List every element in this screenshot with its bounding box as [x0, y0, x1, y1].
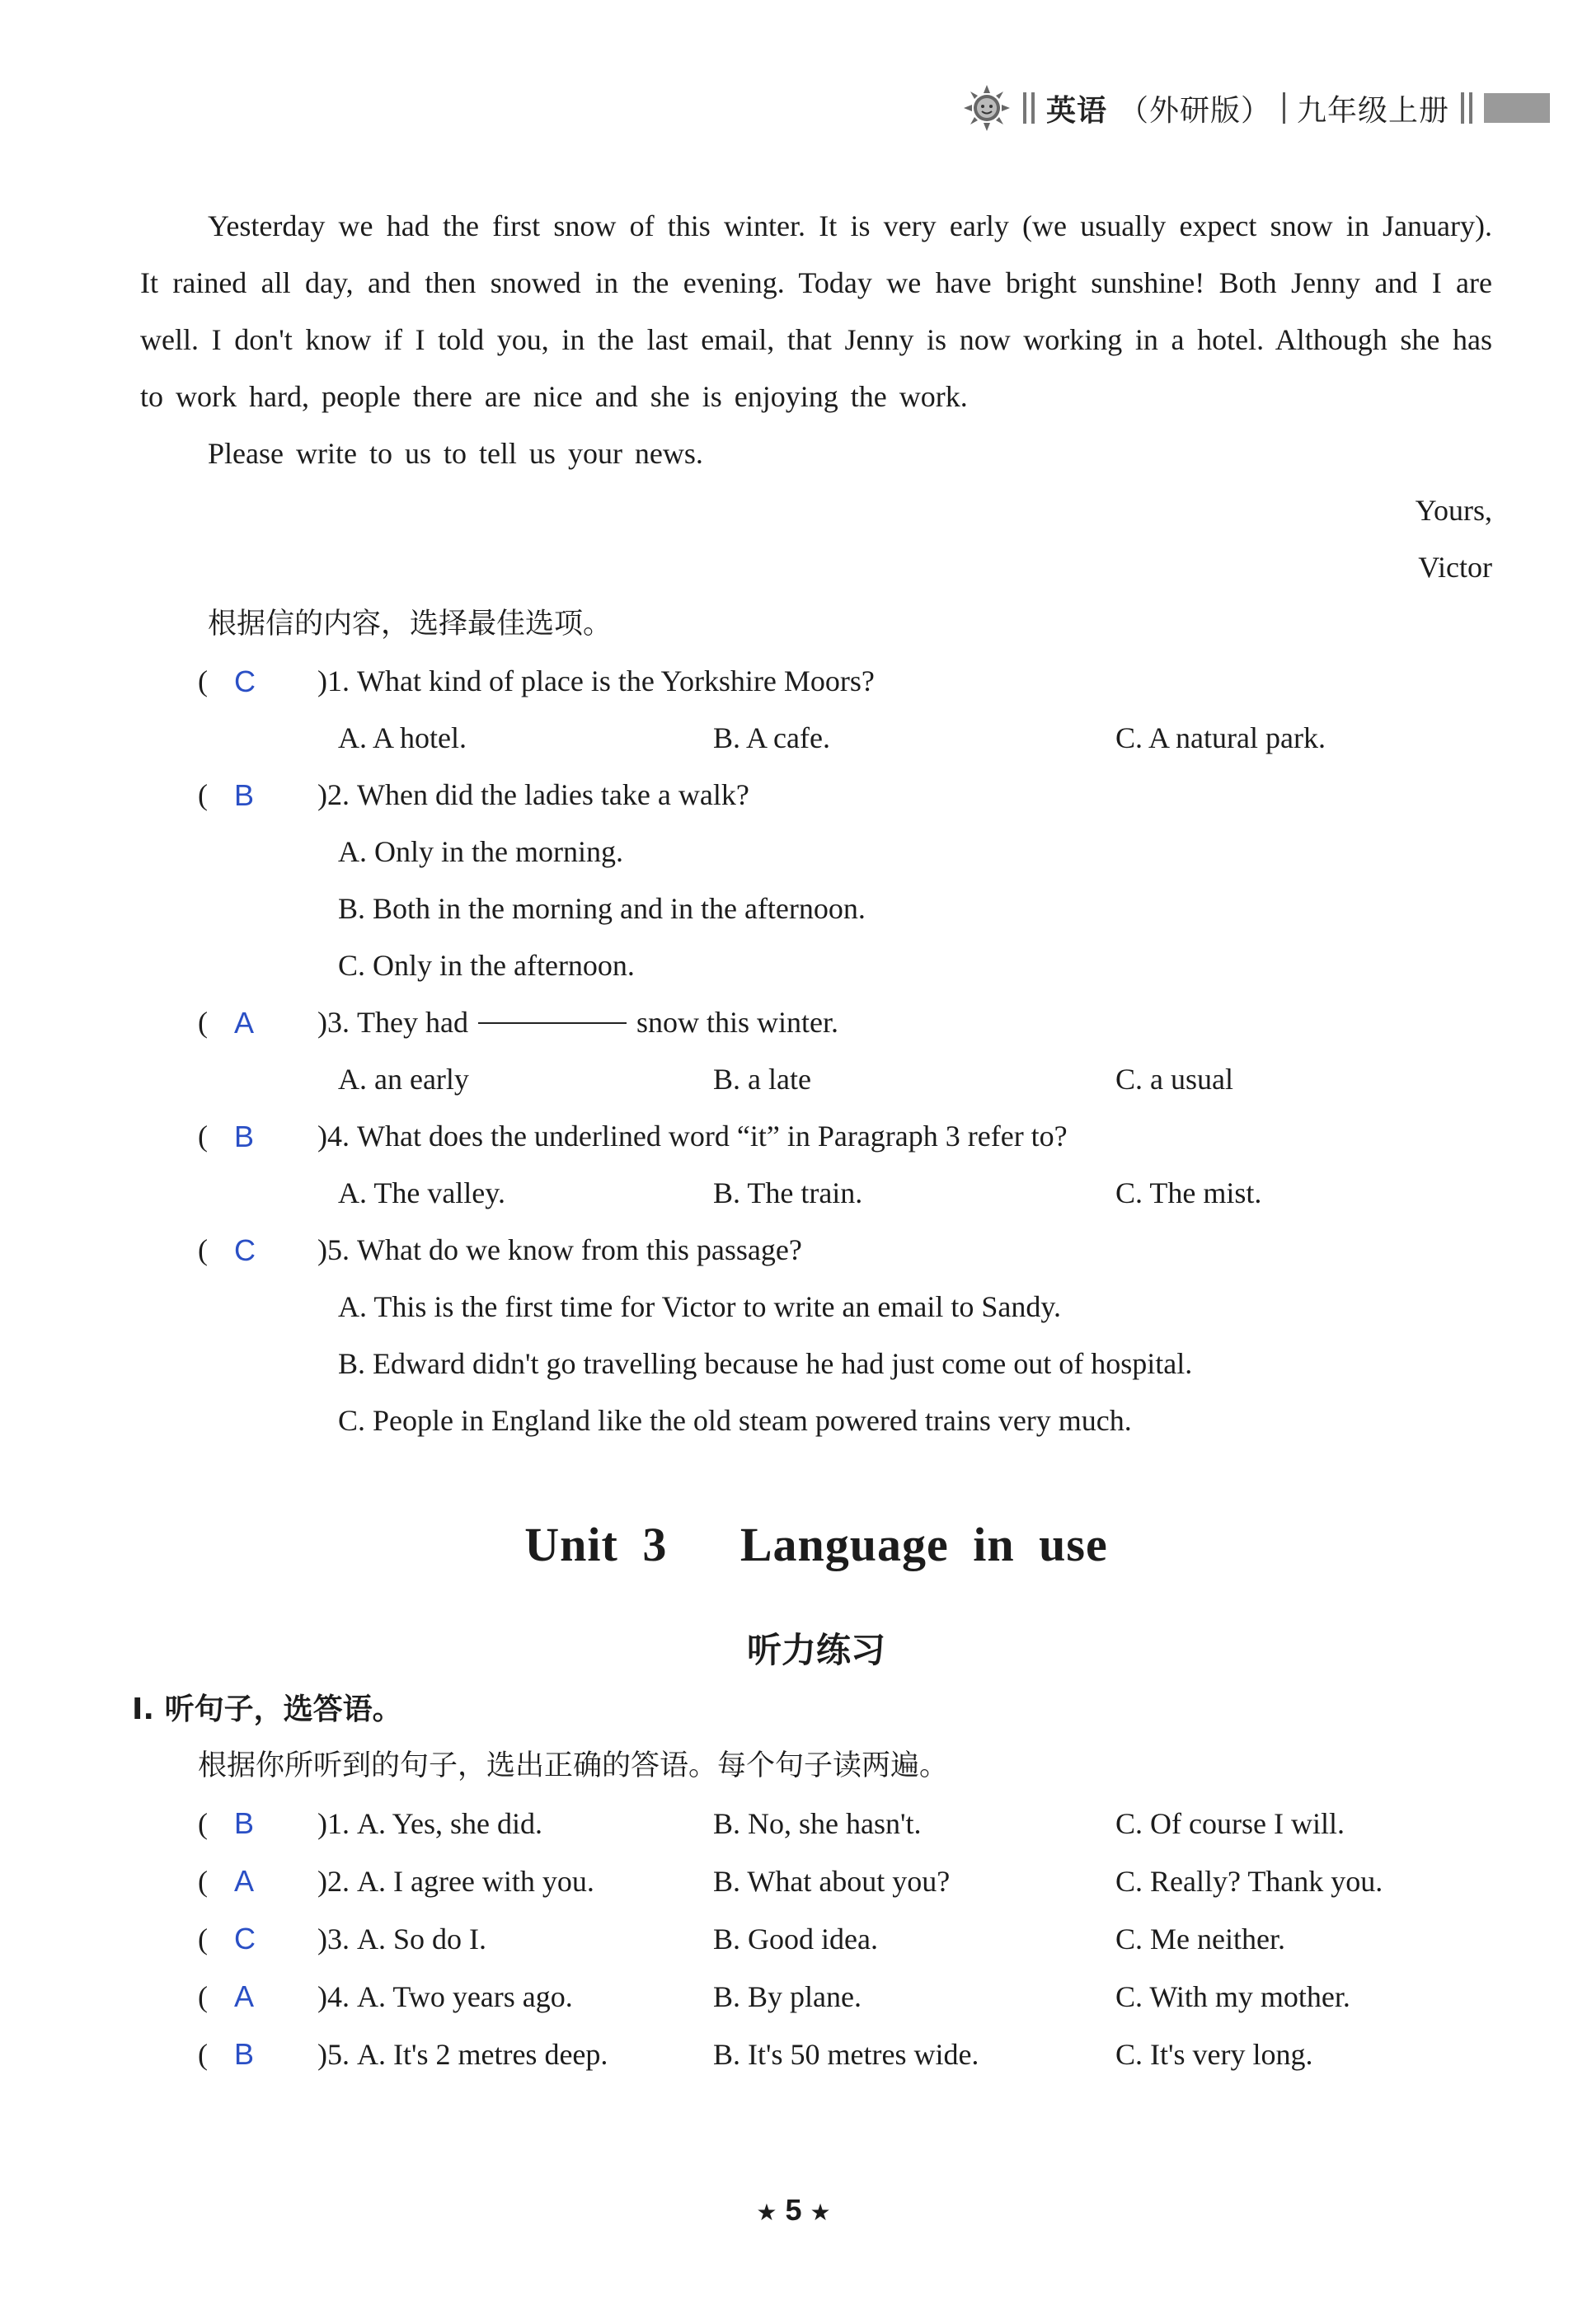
listening-row — [140, 1968, 1492, 2026]
options-row — [140, 710, 1492, 767]
option-c: C. The mist. — [1115, 1176, 1262, 1209]
option-c: C. A natural park. — [1115, 721, 1326, 754]
answer-mark: A — [234, 1006, 255, 1040]
option-c: C. a usual — [1115, 1063, 1233, 1096]
question-text: What do we know from this passage? — [357, 1233, 802, 1266]
answer-bracket: ( B — [198, 1108, 317, 1165]
answer-mark: B — [234, 1806, 255, 1840]
option-a: A. It's 2 metres deep. — [357, 2038, 608, 2071]
question-number: )2. — [317, 1865, 350, 1898]
listening-row — [140, 1910, 1492, 1968]
option-c: C. Of course I will. — [1115, 1807, 1345, 1840]
part-title: Ⅰ. 听句子，选答语。 — [132, 1693, 402, 1726]
header-decoration — [1484, 93, 1550, 123]
option-b: B. No, she hasn't. — [713, 1807, 922, 1840]
reading-instruction: 根据信的内容，选择最佳选项。 — [208, 608, 613, 641]
question-row — [140, 653, 1492, 710]
question-row — [140, 767, 1492, 824]
listening-row — [140, 1795, 1492, 1852]
book-subject: 英语 — [1045, 93, 1107, 128]
question-number: )4. — [317, 1980, 350, 2013]
question-number: )3. — [317, 1006, 350, 1039]
question-number: )5. — [317, 1233, 350, 1266]
answer-mark: B — [234, 2037, 255, 2071]
star-icon: ★ — [810, 2199, 831, 2225]
listening-row — [140, 1852, 1492, 1910]
question-row — [140, 1222, 1492, 1279]
option-a: A. I agree with you. — [357, 1865, 594, 1898]
option-b: B. What about you? — [713, 1865, 951, 1898]
answer-blank — [478, 994, 627, 1024]
answer-bracket: ( C — [198, 653, 317, 710]
question-number: )1. — [317, 1807, 350, 1840]
answer-mark: B — [234, 1120, 255, 1153]
page-footer — [0, 2193, 1587, 2228]
option-b: B. The train. — [713, 1176, 863, 1209]
option-b: B. a late — [713, 1063, 811, 1096]
letter-closing-line: Please write to us to tell us your news. — [208, 437, 703, 470]
option-b: B. It's 50 metres wide. — [713, 2038, 979, 2071]
answer-bracket: ( A — [198, 1968, 317, 2026]
answer-mark: A — [234, 1864, 255, 1898]
option-a: A. Two years ago. — [357, 1980, 573, 2013]
answer-bracket: ( A — [198, 994, 317, 1051]
options-row — [140, 1051, 1492, 1108]
page-number: 5 — [785, 2193, 802, 2227]
answer-mark: A — [234, 1979, 255, 2013]
question-number: )5. — [317, 2038, 350, 2071]
answer-mark: C — [234, 664, 256, 698]
question-text: When did the ladies take a walk? — [357, 778, 749, 811]
option-b: B. By plane. — [713, 1980, 862, 2013]
unit-title: Unit 3 Language in use — [524, 1518, 1108, 1571]
header-divider — [1461, 92, 1472, 124]
header-separator — [1283, 92, 1285, 124]
option-a: A. This is the first time for Victor to write an email to Sandy. — [338, 1290, 1062, 1323]
answer-bracket: ( A — [198, 1852, 317, 1910]
option-a: A. So do I. — [357, 1923, 487, 1955]
option-c: C. Really? Thank you. — [1115, 1865, 1383, 1898]
section-title: 听力练习 — [746, 1630, 885, 1670]
star-icon: ★ — [756, 2199, 777, 2225]
question-number: )4. — [317, 1120, 350, 1153]
question-number: )1. — [317, 664, 350, 697]
option-a: A. Only in the morning. — [338, 835, 623, 868]
question-row — [140, 1108, 1492, 1165]
option-a: A. A hotel. — [338, 721, 467, 754]
page-header — [962, 79, 1550, 137]
question-text: They had — [357, 1006, 468, 1039]
option-b: B. Both in the morning and in the afternoon. — [338, 892, 866, 925]
letter-signature: Victor — [1418, 551, 1492, 584]
question-row — [140, 994, 1492, 1051]
answer-bracket: ( C — [198, 1222, 317, 1279]
question-text: snow this winter. — [636, 1006, 838, 1039]
option-a: A. Yes, she did. — [357, 1807, 543, 1840]
option-a: A. The valley. — [338, 1176, 505, 1209]
header-divider — [1023, 92, 1035, 124]
option-b: B. A cafe. — [713, 721, 830, 754]
page-content — [132, 198, 1492, 2083]
option-b: B. Good idea. — [713, 1923, 878, 1955]
option-b: B. Edward didn't go travelling because he had just come out of hospital. — [338, 1347, 1193, 1380]
option-c: C. Only in the afternoon. — [338, 949, 635, 982]
options-row — [140, 1165, 1492, 1222]
letter-signoff: Yours, — [1415, 494, 1492, 527]
option-c: C. It's very long. — [1115, 2038, 1313, 2071]
book-edition: （外研版） — [1118, 93, 1271, 128]
option-c: C. People in England like the old steam powered trains very much. — [338, 1404, 1132, 1437]
option-a: A. an early — [338, 1063, 469, 1096]
answer-bracket: ( C — [198, 1910, 317, 1968]
listening-row — [140, 2026, 1492, 2083]
answer-mark: C — [234, 1922, 256, 1955]
listening-instruction: 根据你所听到的句子，选出正确的答语。每个句子读两遍。 — [198, 1749, 949, 1782]
answer-mark: C — [234, 1233, 256, 1267]
sun-icon — [962, 83, 1012, 133]
question-text: What kind of place is the Yorkshire Moors? — [357, 664, 875, 697]
answer-mark: B — [234, 778, 255, 812]
question-number: )2. — [317, 778, 350, 811]
option-c: C. Me neither. — [1115, 1923, 1285, 1955]
book-grade: 九年级上册 — [1296, 93, 1449, 128]
answer-bracket: ( B — [198, 767, 317, 824]
question-number: )3. — [317, 1923, 350, 1955]
question-text: What does the underlined word “it” in Paragraph 3 refer to? — [357, 1120, 1068, 1153]
answer-bracket: ( B — [198, 2026, 317, 2083]
option-c: C. With my mother. — [1115, 1980, 1350, 2013]
answer-bracket: ( B — [198, 1795, 317, 1852]
letter-paragraph: Yesterday we had the first snow of this winter. It is very early (we usually expect snow in January). It rained all day, and then snowed in the evening. Today we have bright sunshine! Both Jenny and I are well. I don't know if I told you, in the last email, that Jenny is now working in a hotel. Although she has to work hard, people there are nice and she is enjoying the work. — [140, 209, 1492, 413]
